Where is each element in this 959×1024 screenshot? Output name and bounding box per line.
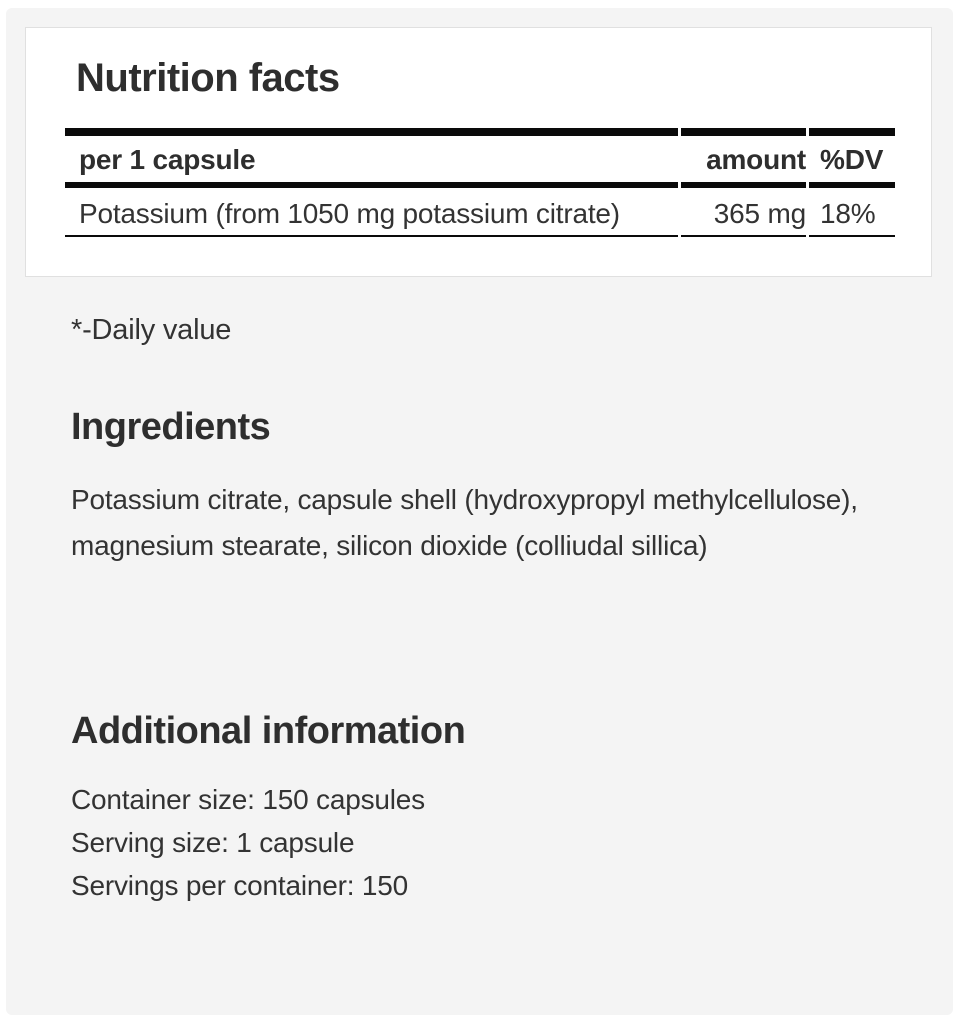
nutrition-facts-title: Nutrition facts (76, 56, 340, 100)
serving-size-line: Serving size: 1 capsule (71, 827, 355, 858)
product-info-panel (6, 8, 953, 1015)
ingredients-title: Ingredients (71, 406, 271, 448)
table-header-amount: amount (681, 128, 806, 188)
nutrition-facts-table (62, 128, 898, 237)
table-header-row (65, 128, 895, 188)
nutrition-facts-card (25, 27, 932, 277)
ingredients-text: Potassium citrate, capsule shell (hydroxypropyl methylcellulose), magnesium stearate, silicon dioxide (colliudal sillica) (71, 484, 858, 561)
table-row (65, 188, 895, 237)
nutrient-name-cell: Potassium (from 1050 mg potassium citrate) (65, 188, 678, 237)
servings-per-container-line: Servings per container: 150 (71, 870, 409, 901)
nutrient-dv-cell: 18% (809, 188, 895, 237)
nutrient-amount-cell: 365 mg (681, 188, 806, 237)
additional-info-title: Additional information (71, 710, 466, 752)
container-size-line: Container size: 150 capsules (71, 784, 425, 815)
table-header-serving: per 1 capsule (65, 128, 678, 188)
table-header-daily-value: %DV (809, 128, 895, 188)
additional-info-list (71, 778, 898, 907)
daily-value-note: *-Daily value (71, 314, 232, 346)
